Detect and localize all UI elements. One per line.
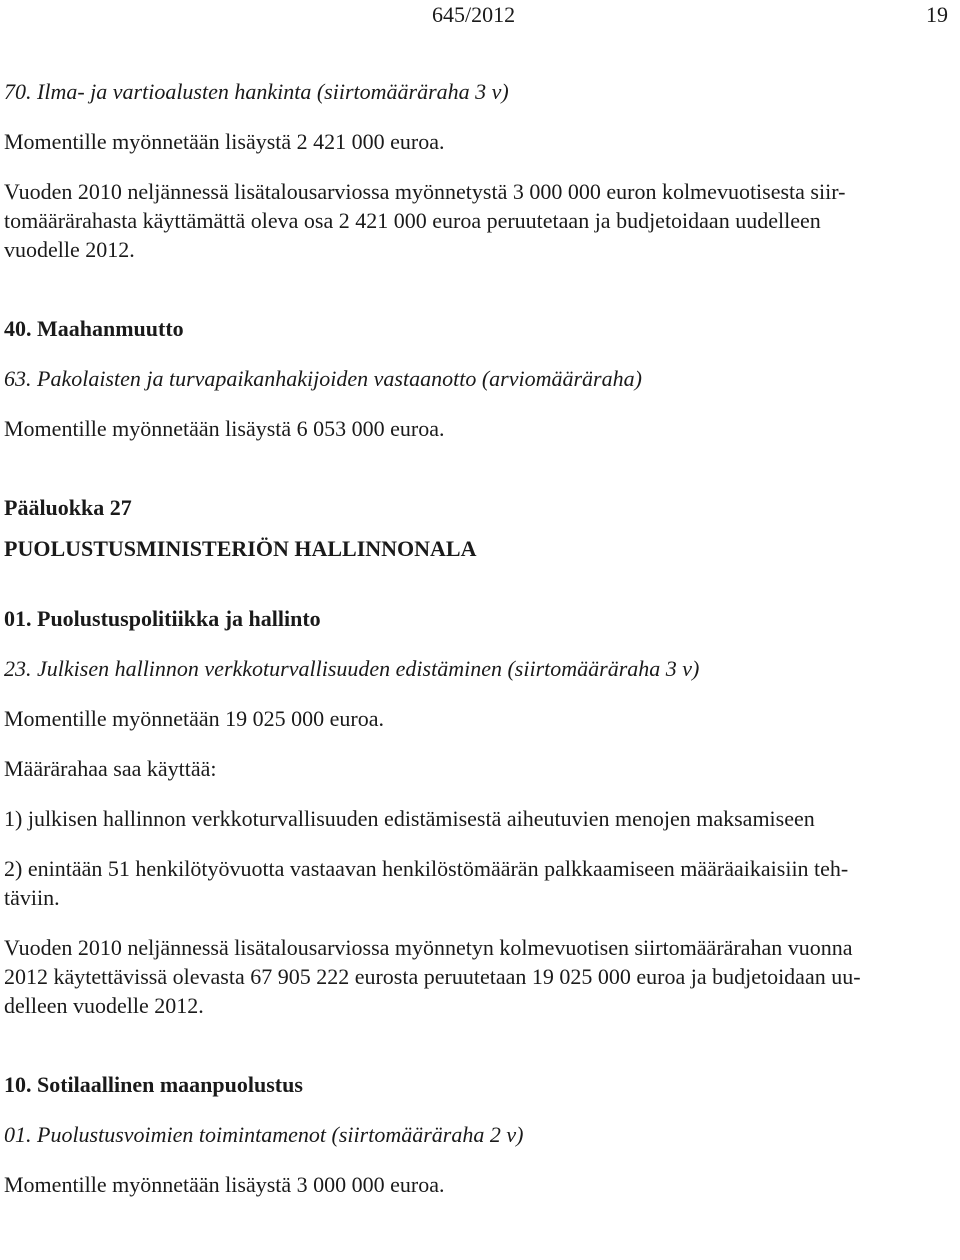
paragraph: Momentille myönnetään 19 025 000 euroa.: [4, 706, 385, 731]
paragraph: 1) julkisen hallinnon verkkoturvallisuuden edistämisestä aiheutuvien menojen maksamiseen: [4, 806, 815, 831]
main-class-number: Pääluokka 27: [4, 495, 132, 520]
page-content: [4, 77, 956, 1199]
paragraph-line: tomäärärahasta käyttämättä oleva osa 2 421 000 euroa peruutetaan ja budjetoidaan uudelleen: [4, 208, 821, 233]
paragraph-line: Vuoden 2010 neljännessä lisätalousarviossa myönnetystä 3 000 000 euron kolmevuotisesta siir-: [4, 179, 846, 204]
main-class-title: PUOLUSTUSMINISTERIÖN HALLINNONALA: [4, 536, 477, 561]
paragraph-line: 2012 käytettävissä olevasta 67 905 222 eurosta peruutetaan 19 025 000 euroa ja budjetoidaan uu-: [4, 964, 861, 989]
chapter-title-40: 40. Maahanmuutto: [4, 316, 184, 341]
paragraph: Momentille myönnetään lisäystä 3 000 000 euroa.: [4, 1172, 445, 1197]
page-number: 19: [926, 2, 948, 27]
item-title-70: 70. Ilma- ja vartioalusten hankinta (siirtomääräraha 3 v): [4, 79, 509, 104]
paragraph-line: täviin.: [4, 885, 60, 910]
paragraph-line: Vuoden 2010 neljännessä lisätalousarviossa myönnetyn kolmevuotisen siirtomäärärahan vuonna: [4, 935, 853, 960]
item-title-01: 01. Puolustusvoimien toimintamenot (siirtomääräraha 2 v): [4, 1122, 524, 1147]
paragraph: Momentille myönnetään lisäystä 2 421 000 euroa.: [4, 129, 445, 154]
paragraph: Määrärahaa saa käyttää:: [4, 756, 217, 781]
chapter-title-01: 01. Puolustuspolitiikka ja hallinto: [4, 606, 321, 631]
chapter-title-10: 10. Sotilaallinen maanpuolustus: [4, 1072, 303, 1097]
paragraph: [4, 854, 956, 912]
document-number: 645/2012: [432, 2, 516, 27]
paragraph-line: 2) enintään 51 henkilötyövuotta vastaavan henkilöstömäärän palkkaamiseen määräaikaisiin teh-: [4, 856, 849, 881]
item-title-63: 63. Pakolaisten ja turvapaikanhakijoiden vastaanotto (arviomääräraha): [4, 366, 642, 391]
paragraph: [4, 177, 956, 264]
paragraph: [4, 933, 956, 1020]
paragraph-line: delleen vuodelle 2012.: [4, 993, 204, 1018]
paragraph-line: vuodelle 2012.: [4, 237, 135, 262]
item-title-23: 23. Julkisen hallinnon verkkoturvallisuuden edistäminen (siirtomääräraha 3 v): [4, 656, 700, 681]
paragraph: Momentille myönnetään lisäystä 6 053 000 euroa.: [4, 416, 445, 441]
page-header: [0, 0, 960, 28]
